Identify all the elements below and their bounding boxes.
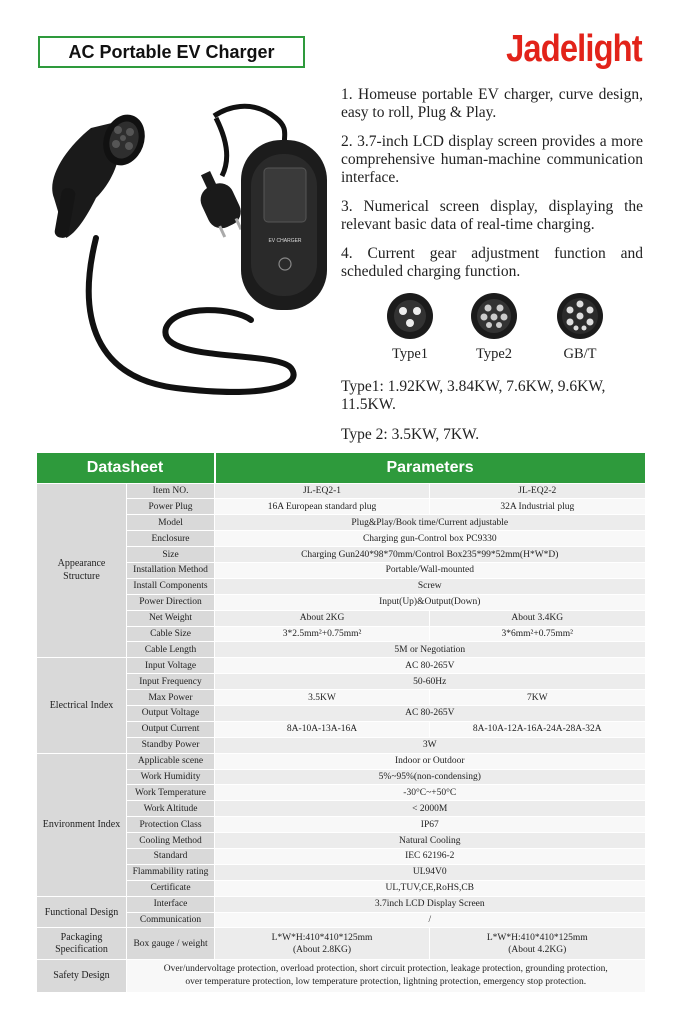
row-value: 32A Industrial plug <box>430 499 645 515</box>
row-value: 3.7inch LCD Display Screen <box>215 896 645 912</box>
row-value: UL94V0 <box>215 864 645 880</box>
feature-item: 3. Numerical screen display, displaying the relevant basic data of real-time charging. <box>341 198 643 233</box>
table-header <box>37 453 645 483</box>
row-label: Max Power <box>127 690 215 706</box>
plug-types <box>380 292 620 372</box>
row-label: Work Humidity <box>127 769 215 785</box>
row-label: Install Components <box>127 578 215 594</box>
row-label: Power Direction <box>127 594 215 610</box>
row-value: JL-EQ2-1 <box>215 483 430 499</box>
table-row <box>37 562 645 578</box>
safety-value <box>127 960 645 992</box>
group-safety: Safety Design <box>37 960 127 992</box>
page-title: AC Portable EV Charger <box>68 41 275 62</box>
row-value: -30°C~+50°C <box>215 785 645 801</box>
type1-plug-icon <box>386 292 434 340</box>
row-label: Certificate <box>127 880 215 896</box>
row-label: Enclosure <box>127 531 215 547</box>
table-row <box>37 912 645 928</box>
row-label: Protection Class <box>127 817 215 833</box>
table-row <box>37 769 645 785</box>
row-label: Installation Method <box>127 562 215 578</box>
table-row <box>37 833 645 849</box>
box-gauge-dimensions: L*W*H:410*410*125mm <box>271 932 373 943</box>
row-value: 8A-10A-12A-16A-24A-28A-32A <box>430 721 645 737</box>
row-label: Flammability rating <box>127 864 215 880</box>
row-label: Work Temperature <box>127 785 215 801</box>
plug-type2 <box>464 292 524 363</box>
row-label: Model <box>127 515 215 531</box>
table-row <box>37 610 645 626</box>
row-value: 5%~95%(non-condensing) <box>215 769 645 785</box>
row-value <box>430 928 645 960</box>
table-row <box>37 801 645 817</box>
group-environment: Environment Index <box>37 753 127 896</box>
box-gauge-dimensions: L*W*H:410*410*125mm <box>486 932 588 943</box>
safety-line: Over/undervoltage protection, overload protection, short circuit protection, leakage protection, grounding protection, <box>163 964 608 975</box>
table-row <box>37 928 645 960</box>
brand-logo: Jadelight <box>506 28 642 70</box>
table-row <box>37 737 645 753</box>
row-value: Charging Gun240*98*70mm/Control Box235*99*52mm(H*W*D) <box>215 547 645 563</box>
row-label: Net Weight <box>127 610 215 626</box>
row-label: Input Voltage <box>127 658 215 674</box>
feature-list <box>341 86 643 292</box>
title-badge <box>38 36 305 68</box>
table-row <box>37 626 645 642</box>
row-label: Cable Size <box>127 626 215 642</box>
row-label: Standard <box>127 848 215 864</box>
table-row <box>37 705 645 721</box>
row-label: Work Altitude <box>127 801 215 817</box>
row-label: Cooling Method <box>127 833 215 849</box>
row-value: 3*2.5mm²+0.75mm² <box>215 626 430 642</box>
eu-plug <box>190 166 249 240</box>
table-row <box>37 864 645 880</box>
row-value: Input(Up)&Output(Down) <box>215 594 645 610</box>
row-value: IP67 <box>215 817 645 833</box>
row-value: 7KW <box>430 690 645 706</box>
table-row <box>37 690 645 706</box>
table-row <box>37 880 645 896</box>
row-label: Output Voltage <box>127 705 215 721</box>
table-row <box>37 594 645 610</box>
feature-item: 1. Homeuse portable EV charger, curve design, easy to roll, Plug & Play. <box>341 86 643 121</box>
row-value: Portable/Wall-mounted <box>215 562 645 578</box>
row-value: UL,TUV,CE,RoHS,CB <box>215 880 645 896</box>
row-value <box>215 928 430 960</box>
table-row <box>37 785 645 801</box>
row-value: About 3.4KG <box>430 610 645 626</box>
row-value: 8A-10A-13A-16A <box>215 721 430 737</box>
plug-type1 <box>380 292 440 363</box>
feature-item: 4. Current gear adjustment function and scheduled charging function. <box>341 245 643 280</box>
row-value: AC 80-265V <box>215 658 645 674</box>
row-value: 5M or Negotiation <box>215 642 645 658</box>
row-value: Natural Cooling <box>215 833 645 849</box>
safety-line: over temperature protection, low temperature protection, lightning protection, emergency stop protection. <box>185 977 587 988</box>
table-row <box>37 483 645 499</box>
row-value: 3*6mm²+0.75mm² <box>430 626 645 642</box>
row-value: Charging gun-Control box PC9330 <box>215 531 645 547</box>
row-value: 50-60Hz <box>215 674 645 690</box>
row-value: AC 80-265V <box>215 705 645 721</box>
table-row <box>37 658 645 674</box>
table-row <box>37 499 645 515</box>
table-row <box>37 817 645 833</box>
row-value: IEC 62196-2 <box>215 848 645 864</box>
row-label: Cable Length <box>127 642 215 658</box>
row-value: 3.5KW <box>215 690 430 706</box>
plug-label: Type1 <box>391 346 429 362</box>
row-value: < 2000M <box>215 801 645 817</box>
row-label: Output Current <box>127 721 215 737</box>
type2-power: Type 2: 3.5KW, 7KW. <box>341 426 480 443</box>
group-appearance: Appearance Structure <box>37 483 127 658</box>
table-row <box>37 960 645 992</box>
row-value: About 2KG <box>215 610 430 626</box>
group-electrical: Electrical Index <box>37 658 127 753</box>
type1-power: Type1: 1.92KW, 3.84KW, 7.6KW, 9.6KW, 11.5KW. <box>341 378 606 413</box>
type2-plug-icon <box>470 292 518 340</box>
plug-label: Type2 <box>475 346 513 362</box>
row-value: 16A European standard plug <box>215 499 430 515</box>
product-image <box>36 88 336 438</box>
header-datasheet: Datasheet <box>37 453 215 483</box>
table-row <box>37 531 645 547</box>
group-functional: Functional Design <box>37 896 127 928</box>
table-row <box>37 642 645 658</box>
control-box <box>241 140 327 310</box>
row-label: Standby Power <box>127 737 215 753</box>
row-label: Input Frequency <box>127 674 215 690</box>
row-label: Interface <box>127 896 215 912</box>
table-row <box>37 515 645 531</box>
row-value: JL-EQ2-2 <box>430 483 645 499</box>
row-label: Power Plug <box>127 499 215 515</box>
row-value: Plug&Play/Book time/Current adjustable <box>215 515 645 531</box>
group-packaging: Packaging Specification <box>37 928 127 960</box>
header-parameters: Parameters <box>215 453 645 483</box>
table-row <box>37 578 645 594</box>
table-row <box>37 721 645 737</box>
plug-gbt <box>550 292 610 363</box>
datasheet-table <box>36 453 645 992</box>
row-value: Indoor or Outdoor <box>215 753 645 769</box>
row-value: 3W <box>215 737 645 753</box>
row-label: Item NO. <box>127 483 215 499</box>
plug-label: GB/T <box>563 346 597 362</box>
table-row <box>37 896 645 912</box>
table-row <box>37 753 645 769</box>
screen-label: EV CHARGER <box>268 238 302 244</box>
row-value: / <box>215 912 645 928</box>
charging-gun <box>52 109 151 239</box>
box-gauge-weight: (About 4.2KG) <box>508 944 567 955</box>
box-gauge-weight: (About 2.8KG) <box>292 944 352 955</box>
table-row <box>37 547 645 563</box>
row-label: Size <box>127 547 215 563</box>
gbt-plug-icon <box>556 292 604 340</box>
table-row <box>37 674 645 690</box>
row-value: Screw <box>215 578 645 594</box>
row-label: Communication <box>127 912 215 928</box>
feature-item: 2. 3.7-inch LCD display screen provides a more comprehensive human-machine communication interface. <box>341 133 643 186</box>
row-label: Box gauge / weight <box>127 928 215 960</box>
row-label: Applicable scene <box>127 753 215 769</box>
table-row <box>37 848 645 864</box>
